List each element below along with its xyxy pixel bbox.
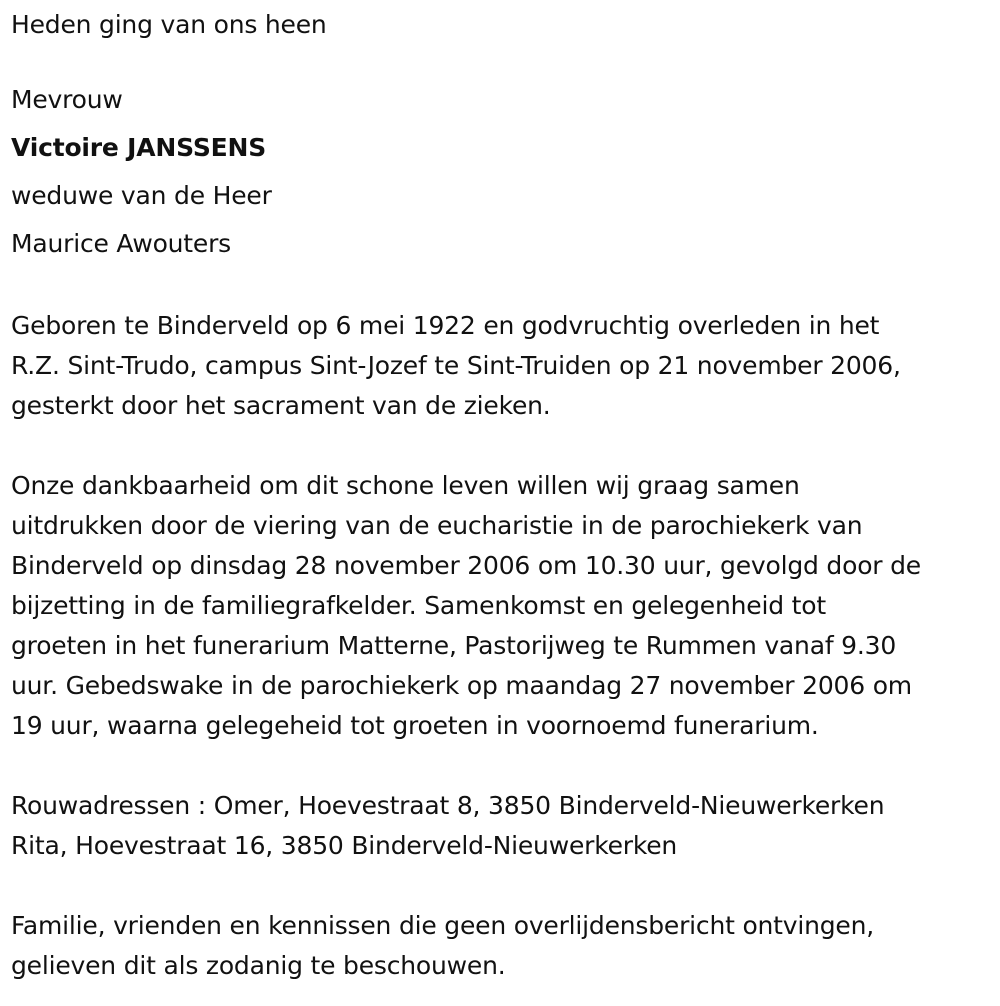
paragraph-line: groeten in het funerarium Matterne, Pastorijweg te Rummen vanaf 9.30 <box>11 631 897 660</box>
paragraph-line: 19 uur, waarna gelegeheid tot groeten in voornoemd funerarium. <box>11 711 819 740</box>
paragraph-line: R.Z. Sint-Trudo, campus Sint-Jozef te Sint-Truiden op 21 november 2006, <box>11 351 901 380</box>
person-section <box>11 76 991 268</box>
relation-line-1: weduwe van de Heer <box>11 181 272 210</box>
paragraph-line: gelieven dit als zodanig te beschouwen. <box>11 951 506 980</box>
ceremony-paragraph <box>11 466 991 746</box>
paragraph-line: bijzetting in de familiegrafkelder. Samenkomst en gelegenheid tot <box>11 591 826 620</box>
spacer <box>11 866 991 906</box>
spacer <box>11 44 991 76</box>
paragraph-line: uur. Gebedswake in de parochiekerk op maandag 27 november 2006 om <box>11 671 912 700</box>
intro-text: Heden ging van ons heen <box>11 10 327 39</box>
paragraph-line: uitdrukken door de viering van de eucharistie in de parochiekerk van <box>11 511 863 540</box>
spacer <box>11 268 991 306</box>
address-line: Rouwadressen : Omer, Hoevestraat 8, 3850 Binderveld-Nieuwerkerken <box>11 791 885 820</box>
obituary-document <box>11 6 991 986</box>
person-name: Victoire JANSSENS <box>11 133 267 162</box>
birth-death-paragraph <box>11 306 991 426</box>
addresses-paragraph <box>11 786 991 866</box>
intro-section <box>11 6 991 44</box>
paragraph-line: Binderveld op dinsdag 28 november 2006 om 10.30 uur, gevolgd door de <box>11 551 921 580</box>
spacer <box>11 746 991 786</box>
address-line: Rita, Hoevestraat 16, 3850 Binderveld-Nieuwerkerken <box>11 831 678 860</box>
person-title: Mevrouw <box>11 85 123 114</box>
paragraph-line: Familie, vrienden en kennissen die geen overlijdensbericht ontvingen, <box>11 911 875 940</box>
paragraph-line: Onze dankbaarheid om dit schone leven willen wij graag samen <box>11 471 800 500</box>
spacer <box>11 426 991 466</box>
relation-line-2: Maurice Awouters <box>11 229 231 258</box>
paragraph-line: gesterkt door het sacrament van de zieken. <box>11 391 551 420</box>
paragraph-line: Geboren te Binderveld op 6 mei 1922 en godvruchtig overleden in het <box>11 311 880 340</box>
closing-paragraph <box>11 906 991 986</box>
